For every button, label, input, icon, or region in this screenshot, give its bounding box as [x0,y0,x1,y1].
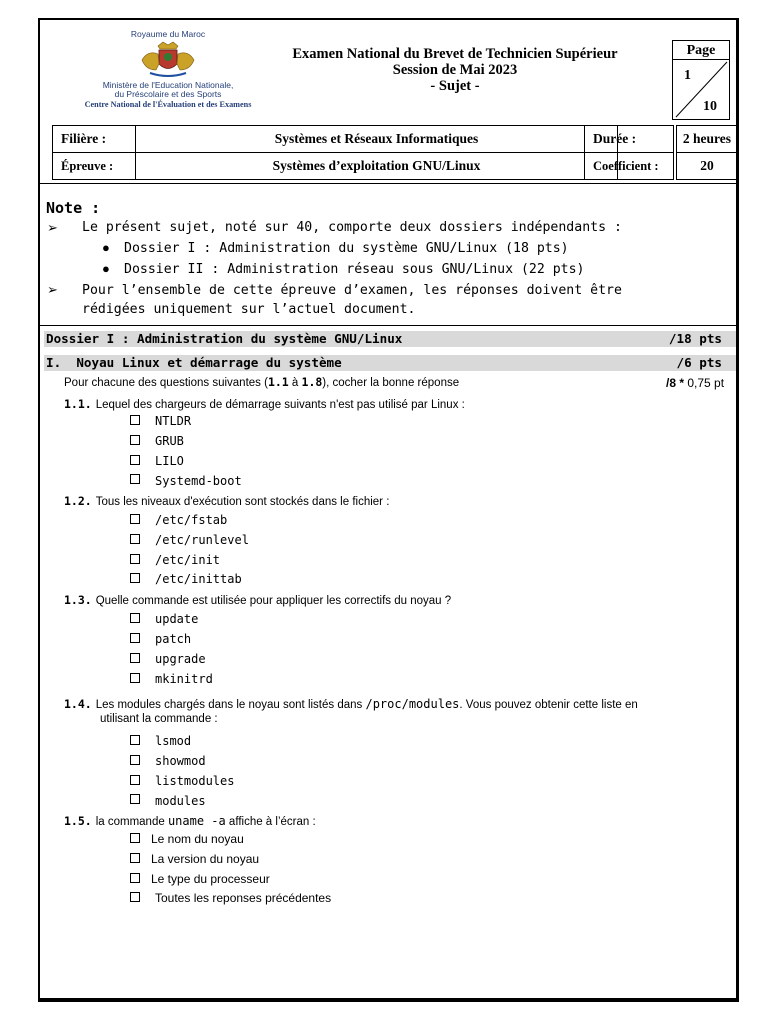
checkbox[interactable] [130,534,140,544]
scoring-per-question: 0,75 pt [687,376,725,390]
option-label: patch [155,632,192,646]
checkbox[interactable] [130,653,140,663]
epreuve-label: Épreuve : [52,152,136,180]
checkbox[interactable] [130,892,140,902]
option-label: Toutes les reponses précédentes [155,891,332,905]
question-text-a: la commande [95,816,168,828]
question-text-b: . Vous pouvez obtenir cette liste en [459,699,638,711]
checkbox[interactable] [130,755,140,765]
checkbox[interactable] [130,794,140,804]
checkbox[interactable] [130,474,140,484]
arrow-bullet-icon: ➢ [47,282,58,297]
question-number: 1.1. [64,397,92,411]
section-points: /6 pts [676,355,722,370]
dossier-title: Dossier I : Administration du système GNU/Linux [46,331,403,346]
checkbox[interactable] [130,415,140,425]
option-label: listmodules [155,774,235,788]
question-1-5 [64,812,316,830]
duree-label: Durée : [584,125,674,153]
section-title: I. Noyau Linux et démarrage du système [46,355,342,370]
question-number: 1.2. [64,494,92,508]
epreuve-value: Systèmes d’exploitation GNU/Linux [135,152,618,180]
option-label: update [155,612,199,626]
question-text: Lequel des chargeurs de démarrage suivants n'est pas utilisé par Linux : [95,399,465,411]
coefficient-label: Coefficient : [584,152,674,180]
page-divider [673,60,729,119]
instruction [64,375,459,389]
checkbox[interactable] [130,613,140,623]
option-label: upgrade [155,652,206,666]
page-counter [672,40,730,120]
exam-title [270,46,640,94]
option-label: NTLDR [155,414,192,428]
note-bullet-1: Dossier I : Administration du système GNU/Linux (18 pts) [124,241,569,256]
checkbox[interactable] [130,673,140,683]
scoring-total: /8 [666,376,677,390]
question-code: uname -a [167,814,226,828]
checkbox[interactable] [130,775,140,785]
option-label: /etc/fstab [155,513,228,527]
checkbox[interactable] [130,853,140,863]
checkbox[interactable] [130,435,140,445]
dossier-points: /18 pts [668,331,722,346]
exam-title-line-1: Examen National du Brevet de Technicien Supérieur [292,46,618,62]
section-header [44,355,736,371]
note-line-1: Le présent sujet, noté sur 40, comporte deux dossiers indépendants : [82,220,622,235]
filiere-value: Systèmes et Réseaux Informatiques [135,125,618,153]
option-label: /etc/init [155,553,221,567]
coat-of-arms-icon [128,40,208,80]
checkbox[interactable] [130,573,140,583]
exam-session: Session de Mai 2023 [392,62,518,78]
bullet-dot-icon: ● [102,261,110,276]
instruction-from: 1.1 [267,375,289,389]
question-text-line-2: utilisant la commande : [100,713,218,725]
note-bullet-2: Dossier II : Administration réseau sous GNU/Linux (22 pts) [124,262,585,277]
centre-label: Centre National de l'Évaluation et des Examens [84,100,252,109]
page-number: 1 [684,68,691,83]
option-label: La version du noyau [151,852,260,866]
question-number: 1.3. [64,593,92,607]
question-1-3 [64,591,451,609]
option-label: Le nom du noyau [151,832,244,846]
exam-info-table [52,125,738,180]
option-label: lsmod [155,734,192,748]
option-label: Le type du processeur [151,872,270,886]
checkbox[interactable] [130,833,140,843]
checkbox[interactable] [130,455,140,465]
question-text: Quelle commande est utilisée pour appliquer les correctifs du noyau ? [95,595,452,607]
option-label: showmod [155,754,206,768]
filiere-label: Filière : [52,125,136,153]
question-number: 1.5. [64,814,92,828]
checkbox[interactable] [130,735,140,745]
checkbox[interactable] [130,514,140,524]
note-line-2: Pour l’ensemble de cette épreuve d’examen, les réponses doivent être [82,283,622,298]
page-label: Page [673,41,729,60]
kingdom-label: Royaume du Maroc [130,29,206,39]
question-number: 1.4. [64,697,92,711]
note-separator [40,325,738,326]
dossier-header [44,331,736,347]
scoring [666,376,724,390]
page-total: 10 [703,99,717,114]
instruction-post: ), cocher la bonne réponse [322,377,460,389]
ministry-line-2: du Préscolaire et des Sports [114,89,222,99]
option-label: Systemd-boot [155,474,242,488]
option-label: GRUB [155,434,184,448]
checkbox[interactable] [130,633,140,643]
question-1-2 [64,492,389,510]
question-code: /proc/modules [365,697,460,711]
instruction-to: 1.8 [301,375,323,389]
option-label: /etc/runlevel [155,533,249,547]
note-line-3: rédigées uniquement sur l’actuel document. [82,302,416,317]
question-text: Tous les niveaux d'exécution sont stockés dans le fichier : [95,496,390,508]
question-text-b: affiche à l’écran : [225,816,316,828]
ministry-line-1: Ministère de l'Education Nationale, [102,80,234,90]
option-label: LILO [155,454,184,468]
coefficient-value: 20 [676,152,738,180]
question-text-a: Les modules chargés dans le noyau sont listés dans [95,699,366,711]
scoring-times: * [676,376,688,390]
ministry-logo [58,29,278,109]
option-label: /etc/inittab [155,572,242,586]
checkbox[interactable] [130,873,140,883]
question-1-4 [64,695,638,713]
option-label: mkinitrd [155,672,213,686]
checkbox[interactable] [130,554,140,564]
question-1-1 [64,395,465,413]
option-label: modules [155,794,206,808]
instruction-pre: Pour chacune des questions suivantes ( [64,377,268,389]
header-separator [40,183,738,184]
note-title: Note : [46,199,101,217]
duree-value: 2 heures [676,125,738,153]
arrow-bullet-icon: ➢ [47,220,58,235]
bullet-dot-icon: ● [102,240,110,255]
exam-subject-label: - Sujet - [430,78,480,94]
instruction-mid: à [288,377,302,389]
